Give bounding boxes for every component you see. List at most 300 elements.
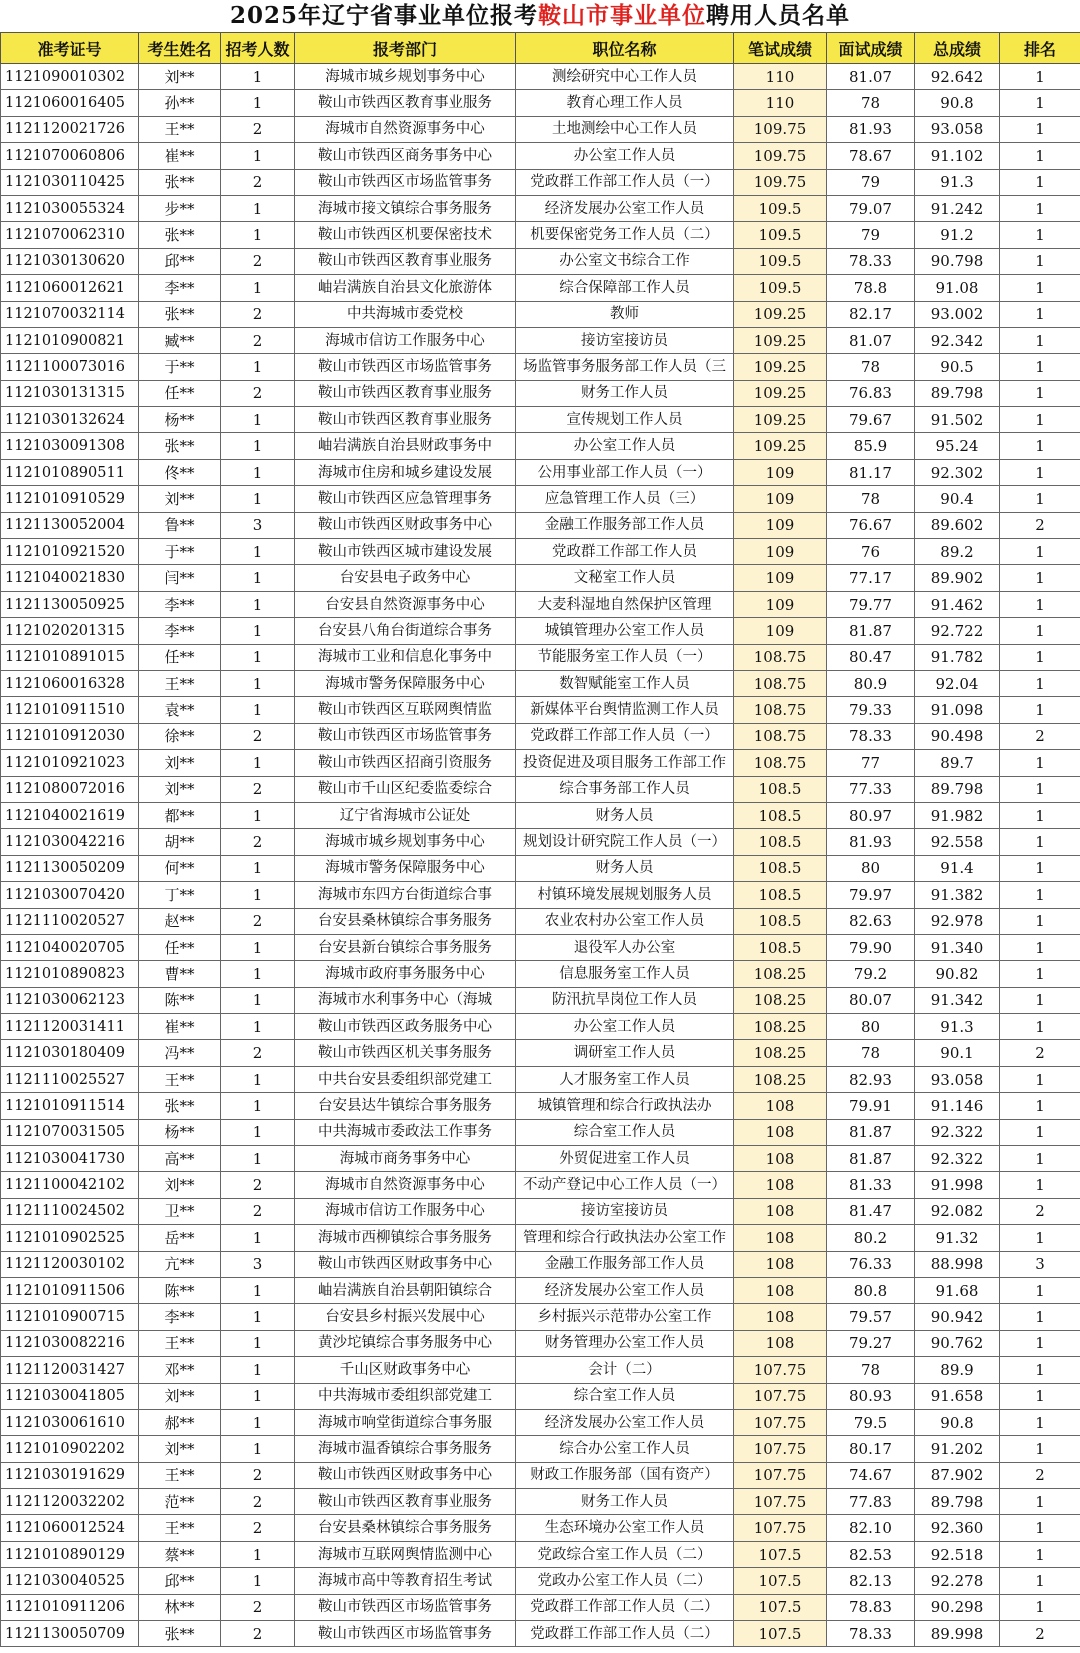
written-score-cell: 108.25 [734,987,827,1013]
name-cell: 步** [139,195,221,221]
exam-id-cell: 1121060016328 [1,670,139,696]
total-score-cell: 89.798 [915,380,1000,406]
rank-cell: 1 [1000,1436,1080,1462]
exam-id-cell: 1121010890823 [1,961,139,987]
interview-score-cell: 77.17 [827,565,915,591]
interview-score-cell: 85.9 [827,433,915,459]
total-score-cell: 90.762 [915,1330,1000,1356]
position-cell: 测绘研究中心工作人员 [516,64,734,90]
total-score-cell: 92.278 [915,1568,1000,1594]
interview-score-cell: 78 [827,90,915,116]
written-score-cell: 109 [734,591,827,617]
rank-cell: 1 [1000,433,1080,459]
interview-score-cell: 78 [827,1040,915,1066]
quota-cell: 1 [221,1568,295,1594]
rank-cell: 1 [1000,1304,1080,1330]
written-score-cell: 107.5 [734,1541,827,1567]
name-cell: 任** [139,934,221,960]
rank-cell: 1 [1000,565,1080,591]
table-row [1,1304,1080,1330]
quota-cell: 1 [221,1146,295,1172]
total-score-cell: 89.2 [915,539,1000,565]
position-cell: 生态环境办公室工作人员 [516,1515,734,1541]
rank-cell: 2 [1000,1198,1080,1224]
department-cell: 海城市水利事务中心（海城 [295,987,516,1013]
rank-cell: 1 [1000,116,1080,142]
department-cell: 中共海城市委政法工作事务 [295,1119,516,1145]
position-cell: 党政群工作部工作人员（一） [516,723,734,749]
written-score-cell: 107.75 [734,1462,827,1488]
table-row [1,618,1080,644]
written-score-cell: 109.5 [734,195,827,221]
quota-cell: 1 [221,1066,295,1092]
table-row [1,1251,1080,1277]
table-row [1,486,1080,512]
position-cell: 办公室工作人员 [516,1014,734,1040]
written-score-cell: 110 [734,64,827,90]
department-cell: 海城市住房和城乡建设发展 [295,459,516,485]
exam-id-cell: 1121030110425 [1,169,139,195]
written-score-cell: 109.25 [734,354,827,380]
table-row [1,1146,1080,1172]
total-score-cell: 90.5 [915,354,1000,380]
name-cell: 张** [139,1093,221,1119]
written-score-cell: 107.5 [734,1621,827,1647]
written-score-cell: 109 [734,539,827,565]
exam-id-cell: 1121070032114 [1,301,139,327]
position-cell: 财务工作人员 [516,380,734,406]
table-row [1,934,1080,960]
written-score-cell: 108 [734,1198,827,1224]
rank-cell: 1 [1000,90,1080,116]
exam-id-cell: 1121010911506 [1,1277,139,1303]
written-score-cell: 109 [734,618,827,644]
written-score-cell: 108.25 [734,1040,827,1066]
written-score-cell: 108.25 [734,961,827,987]
quota-cell: 2 [221,1489,295,1515]
department-cell: 海城市接文镇综合事务服务 [295,195,516,221]
written-score-cell: 110 [734,90,827,116]
department-cell: 鞍山市铁西区教育事业服务 [295,248,516,274]
table-row [1,1515,1080,1541]
quota-cell: 1 [221,882,295,908]
table-row [1,1119,1080,1145]
rank-cell: 1 [1000,169,1080,195]
written-score-cell: 108.5 [734,908,827,934]
rank-cell: 1 [1000,275,1080,301]
department-cell: 海城市响堂街道综合事务服 [295,1409,516,1435]
department-cell: 鞍山市铁西区招商引资服务 [295,750,516,776]
interview-score-cell: 81.93 [827,116,915,142]
header-name: 考生姓名 [139,33,221,64]
rank-cell: 1 [1000,591,1080,617]
position-cell: 宣传规划工作人员 [516,407,734,433]
total-score-cell: 91.342 [915,987,1000,1013]
quota-cell: 2 [221,776,295,802]
exam-id-cell: 1121010911514 [1,1093,139,1119]
table-row [1,222,1080,248]
table-row [1,987,1080,1013]
rank-cell: 1 [1000,143,1080,169]
department-cell: 海城市商务事务中心 [295,1146,516,1172]
total-score-cell: 91.098 [915,697,1000,723]
position-cell: 调研室工作人员 [516,1040,734,1066]
rank-cell: 1 [1000,644,1080,670]
interview-score-cell: 79.33 [827,697,915,723]
table-row [1,407,1080,433]
department-cell: 海城市温香镇综合事务服务 [295,1436,516,1462]
name-cell: 林** [139,1594,221,1620]
position-cell: 场监管事务服务部工作人员（三 [516,354,734,380]
quota-cell: 1 [221,1304,295,1330]
interview-score-cell: 82.17 [827,301,915,327]
quota-cell: 1 [221,1277,295,1303]
total-score-cell: 92.722 [915,618,1000,644]
position-cell: 土地测绘中心工作人员 [516,116,734,142]
department-cell: 鞍山市铁西区市场监管事务 [295,354,516,380]
rank-cell: 1 [1000,1541,1080,1567]
rank-cell: 2 [1000,1621,1080,1647]
exam-id-cell: 1121010921023 [1,750,139,776]
exam-id-cell: 1121030041805 [1,1383,139,1409]
interview-score-cell: 80 [827,855,915,881]
quota-cell: 1 [221,1330,295,1356]
department-cell: 鞍山市铁西区教育事业服务 [295,407,516,433]
position-cell: 管理和综合行政执法办公室工作 [516,1225,734,1251]
exam-id-cell: 1121030040525 [1,1568,139,1594]
quota-cell: 1 [221,1409,295,1435]
quota-cell: 2 [221,723,295,749]
position-cell: 村镇环境发展规划服务人员 [516,882,734,908]
name-cell: 岳** [139,1225,221,1251]
interview-score-cell: 82.10 [827,1515,915,1541]
written-score-cell: 108.5 [734,802,827,828]
name-cell: 李** [139,618,221,644]
quota-cell: 1 [221,802,295,828]
interview-score-cell: 82.13 [827,1568,915,1594]
written-score-cell: 108 [734,1172,827,1198]
interview-score-cell: 79.57 [827,1304,915,1330]
total-score-cell: 89.798 [915,776,1000,802]
exam-id-cell: 1121040021830 [1,565,139,591]
department-cell: 台安县新台镇综合事务服务 [295,934,516,960]
table-row [1,697,1080,723]
quota-cell: 2 [221,908,295,934]
position-cell: 节能服务室工作人员（一） [516,644,734,670]
total-score-cell: 92.322 [915,1119,1000,1145]
interview-score-cell: 80.07 [827,987,915,1013]
name-cell: 冯** [139,1040,221,1066]
rank-cell: 1 [1000,1489,1080,1515]
interview-score-cell: 78.33 [827,248,915,274]
written-score-cell: 109 [734,486,827,512]
quota-cell: 1 [221,1436,295,1462]
exam-id-cell: 1121070062310 [1,222,139,248]
position-cell: 文秘室工作人员 [516,565,734,591]
name-cell: 张** [139,301,221,327]
table-row [1,1594,1080,1620]
name-cell: 陈** [139,987,221,1013]
name-cell: 臧** [139,327,221,353]
title-highlight: 鞍山市事业单位 [538,2,706,29]
quota-cell: 1 [221,961,295,987]
name-cell: 张** [139,433,221,459]
exam-id-cell: 1121030055324 [1,195,139,221]
total-score-cell: 91.68 [915,1277,1000,1303]
exam-id-cell: 1121120030102 [1,1251,139,1277]
total-score-cell: 87.902 [915,1462,1000,1488]
department-cell: 岫岩满族自治县朝阳镇综合 [295,1277,516,1303]
table-row [1,539,1080,565]
quota-cell: 2 [221,327,295,353]
exam-id-cell: 1121130050709 [1,1621,139,1647]
total-score-cell: 92.978 [915,908,1000,934]
interview-score-cell: 77 [827,750,915,776]
interview-score-cell: 76.33 [827,1251,915,1277]
written-score-cell: 108.75 [734,697,827,723]
table-row [1,1198,1080,1224]
department-cell: 海城市互联网舆情监测中心 [295,1541,516,1567]
interview-score-cell: 78.33 [827,1621,915,1647]
name-cell: 亢** [139,1251,221,1277]
exam-id-cell: 1121130050209 [1,855,139,881]
quota-cell: 1 [221,934,295,960]
department-cell: 海城市城乡规划事务中心 [295,829,516,855]
exam-id-cell: 1121110024502 [1,1198,139,1224]
department-cell: 海城市东四方台街道综合事 [295,882,516,908]
quota-cell: 2 [221,1462,295,1488]
interview-score-cell: 80.9 [827,670,915,696]
exam-id-cell: 1121010902525 [1,1225,139,1251]
department-cell: 鞍山市铁西区教育事业服务 [295,380,516,406]
quota-cell: 1 [221,64,295,90]
department-cell: 台安县乡村振兴发展中心 [295,1304,516,1330]
name-cell: 丁** [139,882,221,908]
written-score-cell: 108.25 [734,1066,827,1092]
rank-cell: 2 [1000,723,1080,749]
position-cell: 综合室工作人员 [516,1119,734,1145]
title-suffix: 聘用人员名单 [706,2,850,29]
table-row [1,248,1080,274]
position-cell: 教师 [516,301,734,327]
written-score-cell: 108 [734,1146,827,1172]
position-cell: 接访室接访员 [516,327,734,353]
total-score-cell: 91.4 [915,855,1000,881]
position-cell: 外贸促进室工作人员 [516,1146,734,1172]
position-cell: 投资促进及项目服务工作部工作 [516,750,734,776]
quota-cell: 2 [221,1040,295,1066]
table-row [1,1541,1080,1567]
interview-score-cell: 80.8 [827,1277,915,1303]
table-row [1,169,1080,195]
position-cell: 乡村振兴示范带办公室工作 [516,1304,734,1330]
written-score-cell: 107.75 [734,1357,827,1383]
position-cell: 财务人员 [516,855,734,881]
rank-cell: 1 [1000,1066,1080,1092]
table-row [1,1436,1080,1462]
position-cell: 会计（二） [516,1357,734,1383]
table-row [1,380,1080,406]
name-cell: 刘** [139,750,221,776]
position-cell: 党政群工作部工作人员 [516,539,734,565]
exam-id-cell: 1121040020705 [1,934,139,960]
interview-score-cell: 81.33 [827,1172,915,1198]
rank-cell: 1 [1000,1515,1080,1541]
table-row [1,670,1080,696]
header-written-score: 笔试成绩 [734,33,827,64]
exam-id-cell: 1121120031427 [1,1357,139,1383]
department-cell: 海城市城乡规划事务中心 [295,64,516,90]
position-cell: 党政群工作部工作人员（一） [516,169,734,195]
total-score-cell: 91.462 [915,591,1000,617]
table-row [1,882,1080,908]
quota-cell: 1 [221,486,295,512]
position-cell: 经济发展办公室工作人员 [516,1409,734,1435]
total-score-cell: 93.058 [915,116,1000,142]
exam-id-cell: 1121030070420 [1,882,139,908]
position-cell: 办公室工作人员 [516,433,734,459]
exam-id-cell: 1121100042102 [1,1172,139,1198]
name-cell: 刘** [139,486,221,512]
total-score-cell: 91.146 [915,1093,1000,1119]
written-score-cell: 109.75 [734,116,827,142]
name-cell: 曹** [139,961,221,987]
table-row [1,301,1080,327]
department-cell: 台安县八角台街道综合事务 [295,618,516,644]
position-cell: 党政群工作部工作人员（二） [516,1594,734,1620]
name-cell: 邓** [139,1357,221,1383]
name-cell: 刘** [139,1436,221,1462]
name-cell: 佟** [139,459,221,485]
department-cell: 鞍山市千山区纪委监委综合 [295,776,516,802]
total-score-cell: 88.998 [915,1251,1000,1277]
rank-cell: 1 [1000,1409,1080,1435]
name-cell: 袁** [139,697,221,723]
written-score-cell: 108.5 [734,934,827,960]
table-row [1,512,1080,538]
exam-id-cell: 1121110020527 [1,908,139,934]
total-score-cell: 91.782 [915,644,1000,670]
rank-cell: 3 [1000,1251,1080,1277]
table-row [1,750,1080,776]
position-cell: 财政工作服务部（国有资产） [516,1462,734,1488]
interview-score-cell: 76.83 [827,380,915,406]
rank-cell: 1 [1000,987,1080,1013]
written-score-cell: 107.5 [734,1568,827,1594]
rank-cell: 1 [1000,1383,1080,1409]
table-row [1,1093,1080,1119]
written-score-cell: 108 [734,1330,827,1356]
total-score-cell: 89.602 [915,512,1000,538]
quota-cell: 2 [221,1172,295,1198]
exam-id-cell: 1121010900821 [1,327,139,353]
table-row [1,90,1080,116]
header-quota: 招考人数 [221,33,295,64]
rank-cell: 1 [1000,961,1080,987]
interview-score-cell: 81.93 [827,829,915,855]
interview-score-cell: 79.2 [827,961,915,987]
interview-score-cell: 79.97 [827,882,915,908]
department-cell: 岫岩满族自治县文化旅游体 [295,275,516,301]
quota-cell: 3 [221,1251,295,1277]
rank-cell: 1 [1000,1594,1080,1620]
table-row [1,116,1080,142]
department-cell: 黄沙坨镇综合事务服务中心 [295,1330,516,1356]
department-cell: 鞍山市铁西区机要保密技术 [295,222,516,248]
quota-cell: 1 [221,1357,295,1383]
interview-score-cell: 78.33 [827,723,915,749]
name-cell: 王** [139,1066,221,1092]
exam-id-cell: 1121030082216 [1,1330,139,1356]
position-cell: 机要保密党务工作人员（二） [516,222,734,248]
name-cell: 杨** [139,407,221,433]
written-score-cell: 108 [734,1093,827,1119]
name-cell: 杨** [139,1119,221,1145]
interview-score-cell: 82.53 [827,1541,915,1567]
quota-cell: 1 [221,275,295,301]
quota-cell: 1 [221,195,295,221]
department-cell: 海城市警务保障服务中心 [295,670,516,696]
total-score-cell: 89.7 [915,750,1000,776]
total-score-cell: 89.798 [915,1489,1000,1515]
rank-cell: 1 [1000,1093,1080,1119]
header-department: 报考部门 [295,33,516,64]
table-row [1,961,1080,987]
rank-cell: 1 [1000,829,1080,855]
quota-cell: 2 [221,829,295,855]
quota-cell: 1 [221,1119,295,1145]
interview-score-cell: 80.97 [827,802,915,828]
total-score-cell: 91.242 [915,195,1000,221]
table-row [1,1462,1080,1488]
name-cell: 张** [139,169,221,195]
position-cell: 综合办公室工作人员 [516,1436,734,1462]
exam-id-cell: 1121030132624 [1,407,139,433]
position-cell: 数智赋能室工作人员 [516,670,734,696]
table-row [1,591,1080,617]
interview-score-cell: 78.8 [827,275,915,301]
exam-id-cell: 1121010890129 [1,1541,139,1567]
written-score-cell: 109.25 [734,327,827,353]
rank-cell: 1 [1000,407,1080,433]
department-cell: 中共台安县委组织部党建工 [295,1066,516,1092]
rank-cell: 1 [1000,1277,1080,1303]
total-score-cell: 90.798 [915,248,1000,274]
interview-score-cell: 80.47 [827,644,915,670]
department-cell: 海城市自然资源事务中心 [295,1172,516,1198]
table-row [1,565,1080,591]
total-score-cell: 92.518 [915,1541,1000,1567]
written-score-cell: 108.5 [734,829,827,855]
position-cell: 城镇管理和综合行政执法办 [516,1093,734,1119]
interview-score-cell: 76.67 [827,512,915,538]
exam-id-cell: 1121130052004 [1,512,139,538]
total-score-cell: 90.82 [915,961,1000,987]
exam-id-cell: 1121010900715 [1,1304,139,1330]
rank-cell: 1 [1000,301,1080,327]
exam-id-cell: 1121120031411 [1,1014,139,1040]
total-score-cell: 91.982 [915,802,1000,828]
exam-id-cell: 1121010910529 [1,486,139,512]
total-score-cell: 92.360 [915,1515,1000,1541]
interview-score-cell: 79.91 [827,1093,915,1119]
position-cell: 应急管理工作人员（三） [516,486,734,512]
interview-score-cell: 81.17 [827,459,915,485]
interview-score-cell: 80.2 [827,1225,915,1251]
department-cell: 鞍山市铁西区城市建设发展 [295,539,516,565]
department-cell: 鞍山市铁西区商务事务中心 [295,143,516,169]
table-row [1,1040,1080,1066]
